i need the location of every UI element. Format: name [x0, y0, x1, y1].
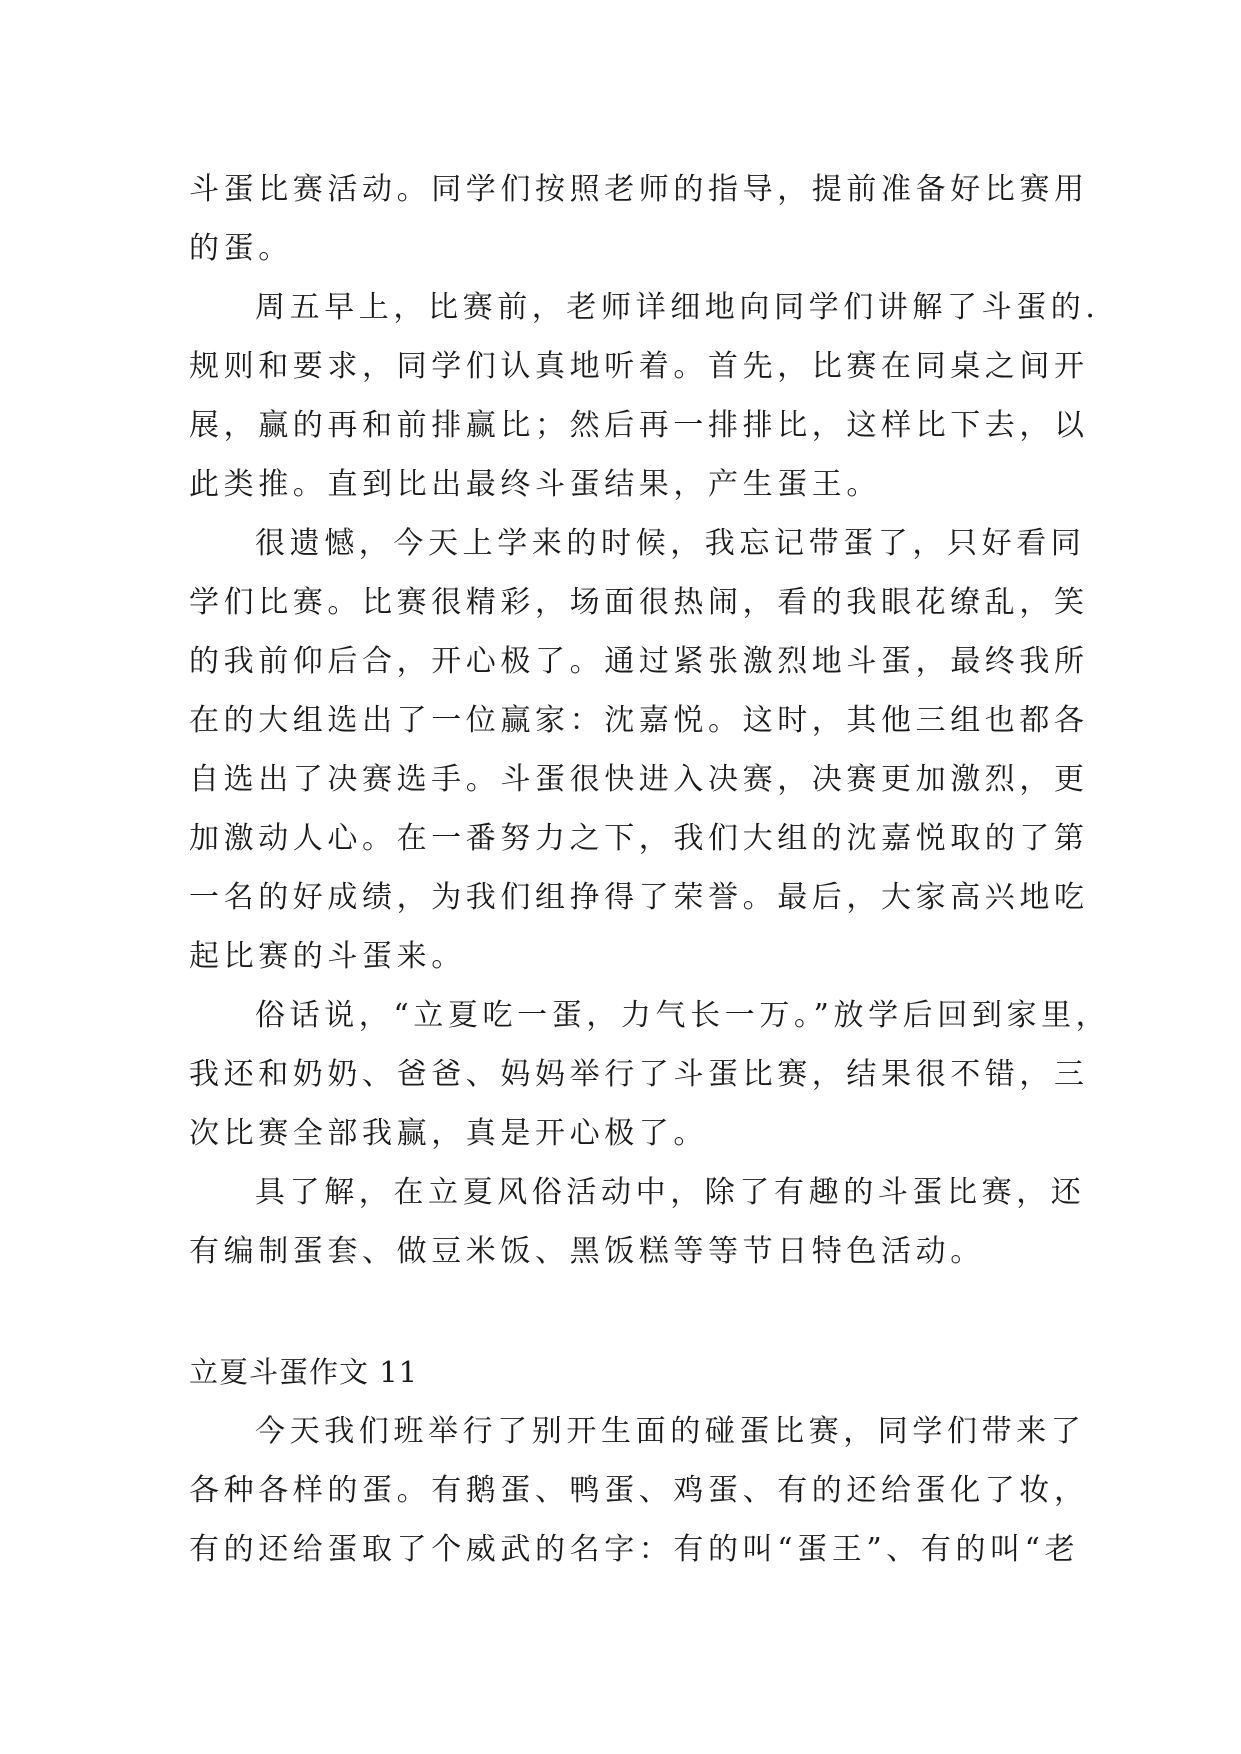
text-line: 的蛋。: [189, 231, 293, 266]
text-line: 在的大组选出了一位赢家：沈嘉悦。这时，其他三组也都各: [189, 703, 1089, 738]
paragraph-first-line: 周五早上，比赛前，老师详细地向同学们讲解了斗蛋的.: [255, 290, 1100, 325]
text-line: 有编制蛋套、做豆米饭、黑饭糕等等节日特色活动。: [189, 1234, 985, 1269]
text-line: 有的还给蛋取了个威武的名字：有的叫“蛋王”、有的叫“老: [189, 1532, 1080, 1567]
text-line: 我还和奶奶、爸爸、妈妈举行了斗蛋比赛，结果很不错，三: [189, 1057, 1089, 1092]
paragraph-first-line: 具了解，在立夏风俗活动中，除了有趣的斗蛋比赛，还: [255, 1175, 1086, 1210]
text-line: 一名的好成绩，为我们组挣得了荣誉。最后，大家高兴地吃: [189, 880, 1089, 915]
text-line: 的我前仰后合，开心极了。通过紧张激烈地斗蛋，最终我所: [189, 644, 1089, 679]
text-line: 次比赛全部我赢，真是开心极了。: [189, 1116, 708, 1151]
paragraph-first-line: 俗话说，“立夏吃一蛋，力气长一万。”放学后回到家里，: [255, 998, 1111, 1033]
text-line: 自选出了决赛选手。斗蛋很快进入决赛，决赛更加激烈，更: [189, 762, 1089, 797]
document-body: [189, 160, 1111, 1579]
text-line: 加激动人心。在一番努力之下，我们大组的沈嘉悦取的了第: [189, 821, 1089, 856]
text-line: 各种各样的蛋。有鹅蛋、鸭蛋、鸡蛋、有的还给蛋化了妆，: [189, 1473, 1089, 1508]
paragraph-first-line: 很遗憾，今天上学来的时候，我忘记带蛋了，只好看同: [255, 526, 1086, 561]
section-spacer: [189, 1281, 1064, 1343]
text-line: 起比赛的斗蛋来。: [189, 939, 466, 974]
text-line: 学们比赛。比赛很精彩，场面很热闹，看的我眼花缭乱，笑: [189, 585, 1089, 620]
text-line: 斗蛋比赛活动。同学们按照老师的指导，提前准备好比赛用: [189, 172, 1089, 207]
text-line: 规则和要求，同学们认真地听着。首先，比赛在同桌之间开: [189, 349, 1089, 384]
text-line: 此类推。直到比出最终斗蛋结果，产生蛋王。: [189, 467, 881, 502]
text-line: 展，赢的再和前排赢比；然后再一排排比，这样比下去，以: [189, 408, 1089, 443]
section-heading: 立夏斗蛋作文 11: [189, 1355, 419, 1389]
paragraph-first-line: 今天我们班举行了别开生面的碰蛋比赛，同学们带来了: [255, 1414, 1086, 1449]
